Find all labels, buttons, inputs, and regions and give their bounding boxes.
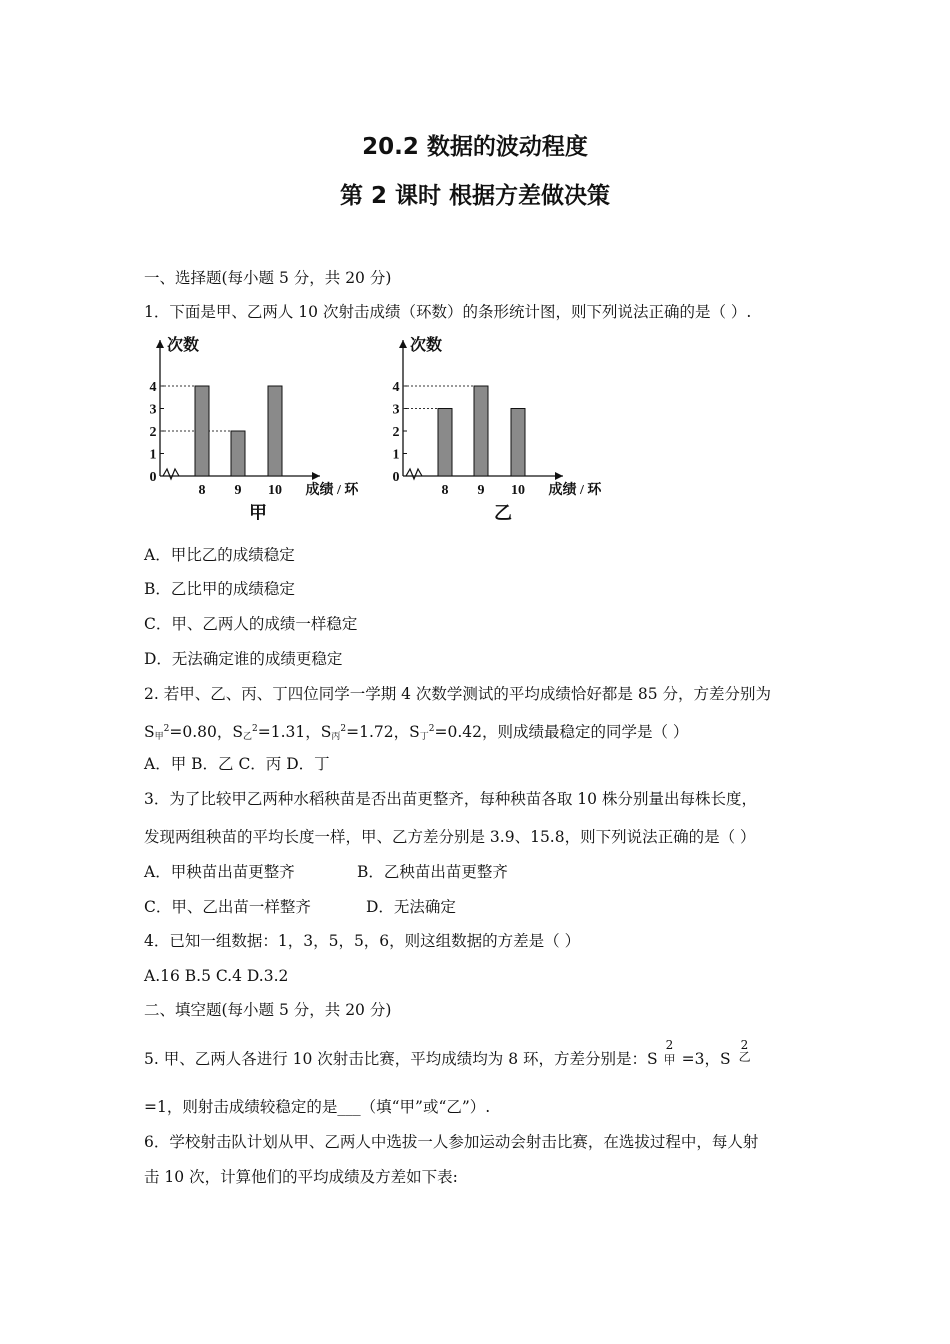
- y-tick-label: 3: [149, 402, 157, 418]
- question-3-option-a: A．甲秧苗出苗更整齐: [144, 863, 295, 881]
- y-axis-arrow: [156, 340, 164, 348]
- x-tick-label: 10: [511, 483, 525, 498]
- chart-title: 甲: [249, 503, 267, 520]
- page-subtitle: 第 2 课时 根据方差做决策: [339, 183, 611, 209]
- question-3-stem-line2: 发现两组秧苗的平均长度一样，甲、乙方差分别是 3.9、15.8，则下列说法正确的是（ ）: [144, 828, 756, 846]
- x-tick-label: 9: [477, 483, 485, 498]
- section-heading-fill: 二、填空题(每小题 5 分，共 20 分): [144, 1001, 392, 1019]
- page-title: 20.2 数据的波动程度: [362, 134, 588, 160]
- y-tick-label: 0: [392, 470, 400, 485]
- y-axis-arrow: [399, 340, 407, 348]
- question-1-option-c: C．甲、乙两人的成绩一样稳定: [144, 615, 358, 633]
- y-tick-label: 4: [149, 380, 157, 395]
- question-2-options: A．甲 B．乙 C．丙 D．丁: [144, 755, 330, 773]
- question-6-line2: 击 10 次，计算他们的平均成绩及方差如下表:: [144, 1168, 458, 1186]
- question-2-variances: $S_甲^2=0.80$，$S_乙^2=1.31$，$S_丙^2=1.72$，$S_丁^2=0.42$，则成绩最稳定的同学是（ ）: [144, 723, 689, 742]
- question-6-line1: 6．学校射击队计划从甲、乙两人中选拔一人参加运动会射击比赛，在选拔过程中，每人射: [144, 1133, 759, 1151]
- question-5-line1: 5. 甲、乙两人各进行 10 次射击比赛，平均成绩均为 8 环，方差分别是：S 2 甲 =3，S 2 乙: [144, 1038, 751, 1068]
- x-tick-label: 10: [268, 483, 282, 498]
- y-tick-label: 1: [392, 447, 400, 463]
- question-1-option-a: A．甲比乙的成绩稳定: [144, 546, 295, 564]
- x-axis-label: 成绩 / 环: [305, 483, 359, 498]
- question-4-stem: 4．已知一组数据：1，3，5，5，6，则这组数据的方差是（ ）: [144, 932, 581, 950]
- question-2-stem: 2. 若甲、乙、丙、丁四位同学一学期 4 次数学测试的平均成绩恰好都是 85 分，方差分别为: [144, 685, 772, 703]
- chart-title: 乙: [494, 503, 512, 520]
- y-axis-label: 次数: [410, 337, 443, 354]
- bar: [268, 386, 282, 476]
- axis-break-mark: [163, 469, 179, 479]
- question-1-option-d: D．无法确定谁的成绩更稳定: [144, 650, 343, 668]
- y-tick-label: 0: [149, 470, 157, 485]
- y-tick-label: 2: [392, 425, 400, 440]
- x-tick-label: 8: [198, 483, 206, 498]
- y-tick-label: 3: [392, 402, 400, 418]
- y-tick-label: 1: [149, 447, 157, 463]
- x-axis-arrow: [555, 472, 563, 480]
- question-1-option-b: B．乙比甲的成绩稳定: [144, 580, 295, 598]
- y-axis-label: 次数: [167, 337, 200, 354]
- bar: [195, 386, 209, 476]
- x-tick-label: 8: [441, 483, 449, 498]
- bar: [474, 386, 488, 476]
- bar: [511, 409, 525, 477]
- y-tick-label: 4: [392, 380, 400, 395]
- chart-jia: [140, 330, 380, 524]
- bar: [231, 431, 245, 476]
- chart-jia-svg: [140, 330, 380, 520]
- x-tick-label: 9: [234, 483, 242, 498]
- x-axis-label: 成绩 / 环: [548, 483, 602, 498]
- question-3-option-c: C．甲、乙出苗一样整齐: [144, 898, 311, 916]
- question-3-option-d: D．无法确定: [366, 898, 456, 916]
- chart-yi: [383, 330, 623, 524]
- y-tick-label: 2: [149, 425, 157, 440]
- chart-yi-svg: [383, 330, 623, 520]
- bar: [438, 409, 452, 477]
- question-5-line2: =1，则射击成绩较稳定的是___（填“甲”或“乙”）.: [144, 1098, 491, 1116]
- section-heading-choice: 一、选择题(每小题 5 分，共 20 分): [144, 269, 392, 287]
- question-3-option-b: B．乙秧苗出苗更整齐: [357, 863, 508, 881]
- question-4-options: A.16 B.5 C.4 D.3.2: [144, 967, 289, 985]
- question-3-stem-line1: 3．为了比较甲乙两种水稻秧苗是否出苗更整齐，每种秧苗各取 10 株分别量出每株长度，: [144, 790, 757, 808]
- question-1-stem: 1．下面是甲、乙两人 10 次射击成绩（环数）的条形统计图，则下列说法正确的是（ ）.: [144, 303, 752, 321]
- x-axis-arrow: [312, 472, 320, 480]
- axis-break-mark: [406, 469, 422, 479]
